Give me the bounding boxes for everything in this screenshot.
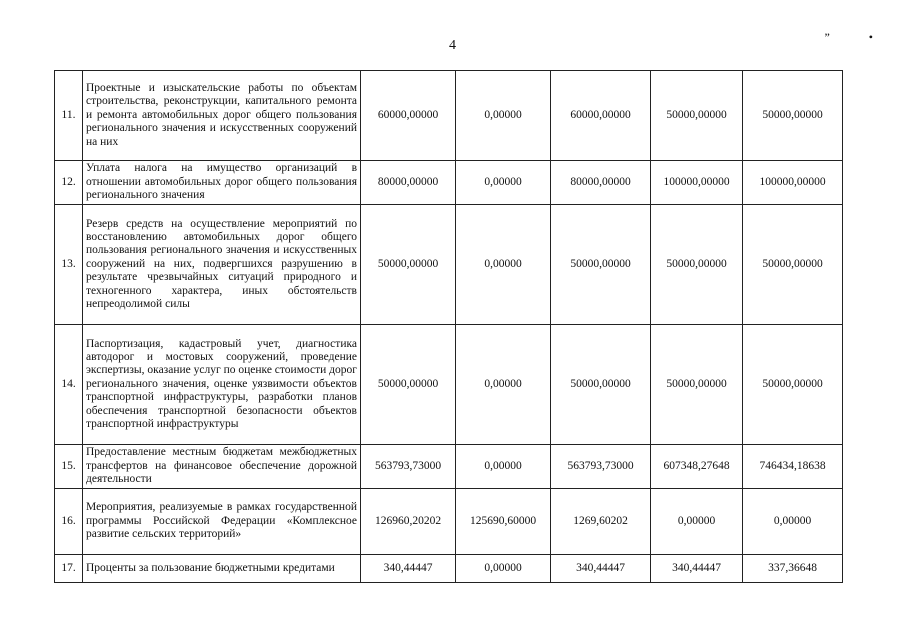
table-row: [55, 71, 843, 161]
row-value: 100000,00000: [743, 161, 843, 205]
row-value: 50000,00000: [651, 71, 743, 161]
row-value: 50000,00000: [743, 71, 843, 161]
row-value: 563793,73000: [551, 445, 651, 489]
row-value: 50000,00000: [743, 325, 843, 445]
row-value: 80000,00000: [361, 161, 456, 205]
row-value: 125690,60000: [456, 489, 551, 555]
row-value: 607348,27648: [651, 445, 743, 489]
budget-table-body: [55, 71, 843, 583]
row-value: 340,44447: [361, 555, 456, 583]
row-value: 0,00000: [456, 71, 551, 161]
row-number: 11.: [55, 71, 83, 161]
row-value: 340,44447: [551, 555, 651, 583]
row-value: 337,36648: [743, 555, 843, 583]
table-row: [55, 555, 843, 583]
row-value: 0,00000: [456, 325, 551, 445]
row-value: 0,00000: [651, 489, 743, 555]
scan-corner-marks: ” •: [824, 30, 891, 44]
row-value: 80000,00000: [551, 161, 651, 205]
table-row: [55, 445, 843, 489]
row-value: 50000,00000: [361, 325, 456, 445]
row-description: Паспортизация, кадастровый учет, диагностика автодорог и мостовых сооружений, проведение экспертизы, оказание услуг по оценке стоимости дорог регионального значения, оценке уязвимости объектов транспортной инфраструктуры, разработки планов обеспечения транспортной безопасности объектов транспортной инфраструктуры: [83, 325, 361, 445]
row-description: Предоставление местным бюджетам межбюджетных трансфертов на финансовое обеспечение дорожной деятельности: [83, 445, 361, 489]
row-value: 563793,73000: [361, 445, 456, 489]
row-value: 1269,60202: [551, 489, 651, 555]
row-number: 16.: [55, 489, 83, 555]
row-value: 0,00000: [456, 445, 551, 489]
row-value: 0,00000: [456, 161, 551, 205]
row-value: 0,00000: [456, 205, 551, 325]
row-value: 50000,00000: [551, 205, 651, 325]
row-description: Уплата налога на имущество организаций в отношении автомобильных дорог общего пользования регионального значения: [83, 161, 361, 205]
page-number: 4: [449, 38, 456, 53]
budget-table: [54, 70, 843, 583]
row-value: 126960,20202: [361, 489, 456, 555]
row-description: Мероприятия, реализуемые в рамках государственной программы Российской Федерации «Комплексное развитие сельских территорий»: [83, 489, 361, 555]
row-value: 100000,00000: [651, 161, 743, 205]
row-value: 746434,18638: [743, 445, 843, 489]
row-number: 13.: [55, 205, 83, 325]
row-value: 50000,00000: [651, 205, 743, 325]
row-number: 12.: [55, 161, 83, 205]
row-value: 50000,00000: [743, 205, 843, 325]
row-number: 17.: [55, 555, 83, 583]
row-value: 0,00000: [743, 489, 843, 555]
table-row: [55, 161, 843, 205]
row-value: 50000,00000: [361, 205, 456, 325]
row-value: 0,00000: [456, 555, 551, 583]
row-number: 15.: [55, 445, 83, 489]
row-description: Проектные и изыскательские работы по объектам строительства, реконструкции, капитального ремонта и ремонта автомобильных дорог общего пользования регионального значения и искусственных сооружений на них: [83, 71, 361, 161]
row-value: 60000,00000: [361, 71, 456, 161]
row-description: Проценты за пользование бюджетными кредитами: [83, 555, 361, 583]
row-value: 50000,00000: [551, 325, 651, 445]
table-row: [55, 205, 843, 325]
row-number: 14.: [55, 325, 83, 445]
row-description: Резерв средств на осуществление мероприятий по восстановлению автомобильных дорог общего пользования регионального значения и искусственных сооружений на них, подвергшихся разрушению в результате чрезвычайных ситуаций природного и техногенного характера, иных обстоятельств непреодолимой силы: [83, 205, 361, 325]
row-value: 60000,00000: [551, 71, 651, 161]
table-row: [55, 325, 843, 445]
row-value: 340,44447: [651, 555, 743, 583]
row-value: 50000,00000: [651, 325, 743, 445]
table-row: [55, 489, 843, 555]
